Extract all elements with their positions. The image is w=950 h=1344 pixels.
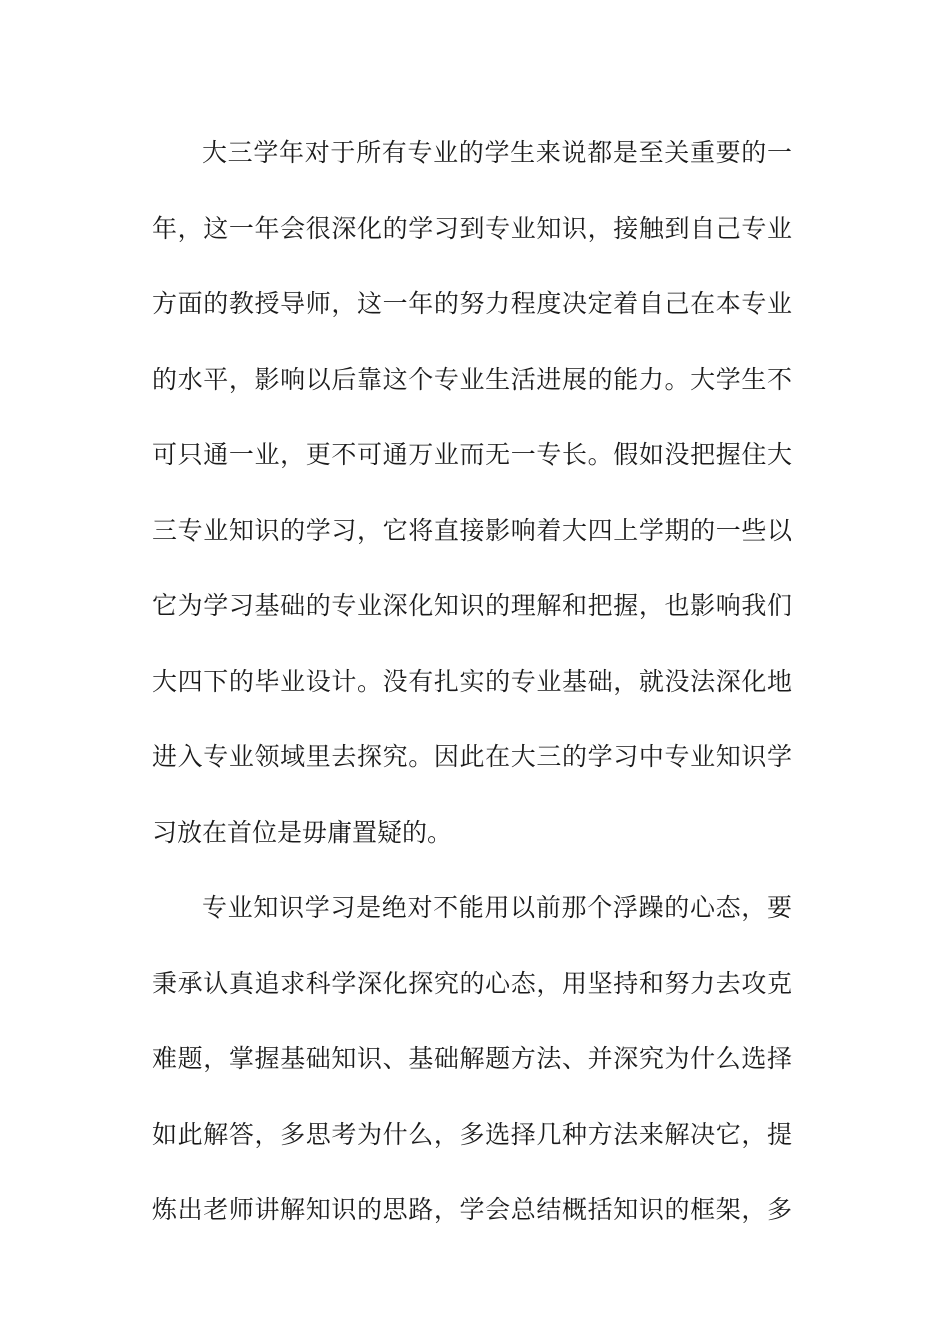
text-line: 它为学习基础的专业深化知识的理解和把握，也影响我们 <box>152 591 792 620</box>
paragraph <box>152 882 792 1260</box>
document-body <box>152 127 792 1260</box>
text-line: 三专业知识的学习，它将直接影响着大四上学期的一些以 <box>152 515 792 545</box>
text-line: 的水平，影响以后靠这个专业生活进展的能力。大学生不 <box>152 364 792 394</box>
text-line: 如此解答，多思考为什么，多选择几种方法来解决它，提 <box>152 1119 792 1149</box>
text-line: 方面的教授导师，这一年的努力程度决定着自己在本专业 <box>152 289 792 318</box>
text-line: 炼出老师讲解知识的思路，学会总结概括知识的框架，多 <box>152 1195 792 1224</box>
text-line: 大四下的毕业设计。没有扎实的专业基础，就没法深化地 <box>152 666 792 696</box>
text-line: 可只通一业，更不可通万业而无一专长。假如没把握住大 <box>152 440 792 469</box>
paragraph <box>152 127 792 882</box>
text-line: 进入专业领域里去探究。因此在大三的学习中专业知识学 <box>152 742 792 771</box>
text-line: 秉承认真追求科学深化探究的心态，用坚持和努力去攻克 <box>152 968 792 998</box>
text-line: 大三学年对于所有专业的学生来说都是至关重要的一 <box>202 138 792 167</box>
text-line: 专业知识学习是绝对不能用以前那个浮躁的心态，要 <box>202 893 792 922</box>
text-line: 难题，掌握基础知识、基础解题方法、并深究为什么选择 <box>152 1044 792 1073</box>
text-line: 习放在首位是毋庸置疑的。 <box>152 817 453 847</box>
text-line: 年，这一年会很深化的学习到专业知识，接触到自己专业 <box>152 213 792 243</box>
